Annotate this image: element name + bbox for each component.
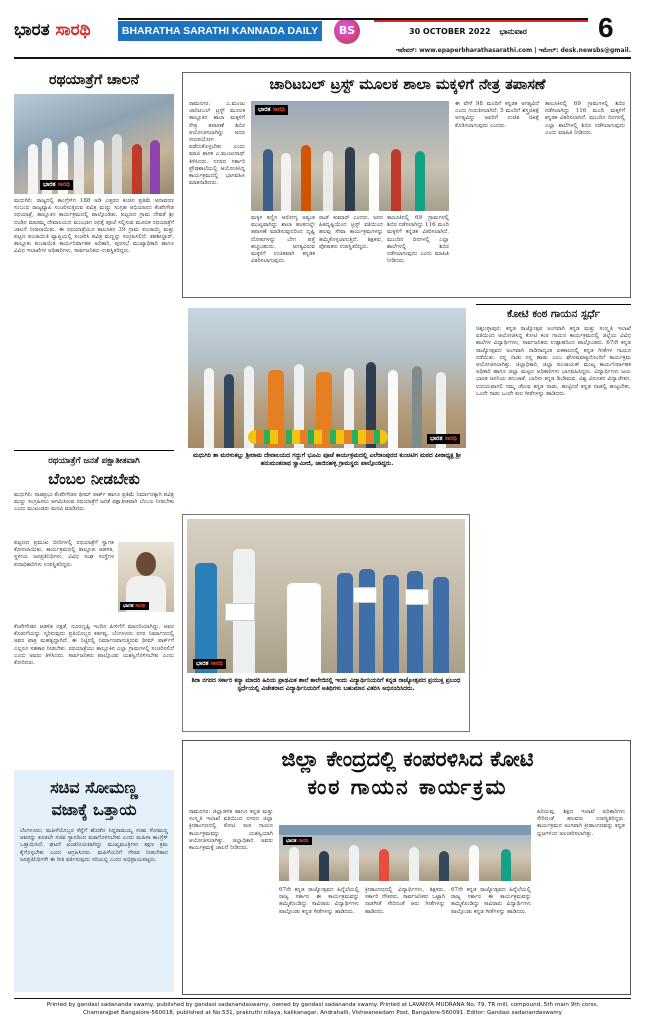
figure (263, 149, 273, 211)
watermark-a: ಭಾರತ (196, 660, 209, 667)
figure (337, 573, 353, 673)
figure (28, 144, 38, 194)
footer (14, 998, 631, 1020)
body-ratha: ಮಧುಗಿರಿ: ರಾಜ್ಯದಲ್ಲಿ ಕಾಂಗ್ರೆಸ್‌ನ 188 ಅಡಿ ಎತ್ತರದ ಕಂಚಿನ ಪ್ರತಿಮೆ ಅನಾವರಣ ಸಂಬಂಧ ರಾಜ್ಯವ್ಯಾಪಿ ಸಂಚರಿಸುತ್ತಿರುವ ಪವಿತ್ರ ಮಣ್ಣು ಸಂಗ್ರಹ ಅಭಿಯಾನದ ಕೆಂಪೇಗೌಡ ರಥಯಾತ್ರೆ, ತಾಲ್ಲೂಕಿನ ಕಾರ್ಯಕ್ರಮದಲ್ಲಿ ಪಾಲ್ಗೊಂಡಿತು. ಪಟ್ಟಣದ ಗ್ರಾಮ ದೇವತೆ ಶ್ರೀ ದಂಡಿನ ಮಾರಮ್ಮ ದೇವಾಲಯದ ಮುಂಭಾಗ ರಥಕ್ಕೆ ಪೂಜೆ ಸಲ್ಲಿಸುವ ಮೂಲಕ ರಥಯಾತ್ರೆಗೆ ಚಾಲನೆ ನೀಡಲಾಯಿತು. ಈ ರಥಯಾತ್ರೆಯೂ ತಾಲೂಕಿನ 39 ಗ್ರಾಮ ಪಂಚಾಯ್ತಿ ಮತ್ತು ಪಟ್ಟಣ ಪಂಚಾಯಿತಿ ವ್ಯಾಪ್ತಿಯಲ್ಲಿ ಸಂಚರಿಸಿ ಪವಿತ್ರ ಮಣ್ಣನ್ನು ಸಂಗ್ರಹಿಸಲಿದೆ. ತಹಶೀಲ್ದಾರ್, ತಾಲ್ಲೂಕು ಪಂಚಾಯಿತಿ ಕಾರ್ಯನಿರ್ವಾಹಕ ಅಧಿಕಾರಿ, ಪುರಸಭೆ ಮುಖ್ಯಾಧಿಕಾರಿ ಹಾಗೂ ವಿವಿಧ ಇಲಾಖೆಗಳ ಅಧಿಕಾರಿಗಳು, ಸಾರ್ವಜನಿಕರು ಉಪಸ್ಥಿತರಿದ್ದರು. (14, 198, 174, 255)
portrait-photo (118, 542, 174, 612)
figure (379, 849, 389, 881)
figure (349, 845, 359, 881)
body-district-3b: 67ನೇ ಕನ್ನಡ ರಾಜ್ಯೋತ್ಸವದ ಹಿನ್ನೆಲೆಯಲ್ಲಿ ರಾಜ್ಯ ಸರ್ಕಾರ ಈ ಕಾರ್ಯಕ್ರಮವನ್ನು ಹಮ್ಮಿಕೊಂಡಿದ್ದು ಸಾವಿರಾರು ವಿದ್ಯಾರ್ಥಿಗಳು ಪಾಲ್ಗೊಂಡು ಕನ್ನಡ ಗೀತೆಗಳನ್ನು ಹಾಡಿದರು. (451, 887, 531, 915)
web-line: ಇಪೇಪರ್: www.epaperbharathasarathi.com | ಇಮೇಲ್: desk.newsbs@gmail. (395, 47, 631, 54)
watermark-b: ಸಾರಥಿ (210, 660, 224, 667)
photo-eye (251, 101, 449, 211)
watermark-a: ಭಾರತ (258, 106, 271, 113)
figure (383, 575, 399, 673)
article-bembala (14, 450, 174, 760)
figure (409, 847, 419, 881)
flower-offerings (248, 430, 388, 444)
certificate (405, 589, 429, 605)
watermark (193, 659, 226, 669)
figure (439, 851, 449, 881)
photo-students (187, 519, 465, 673)
body-koti: ಚಿಕ್ಕಬಳ್ಳಾಪುರ: ಕನ್ನಡ ರಾಜ್ಯೋತ್ಸವ ಅಂಗವಾಗಿ ಕನ್ನಡ ಮತ್ತು ಸಂಸ್ಕೃತಿ ಇಲಾಖೆ ವತಿಯಿಂದ ಆಯೋಜಿಸಿದ್ದ ಕೋಟಿ ಕಂಠ ಗಾಯನ ಕಾರ್ಯಕ್ರಮದಲ್ಲಿ ಜಿಲ್ಲೆಯ ವಿವಿಧ ಶಾಲೆಗಳ ವಿದ್ಯಾರ್ಥಿಗಳು, ಸಾರ್ವಜನಿಕರು ಉತ್ಸಾಹದಿಂದ ಪಾಲ್ಗೊಂಡರು. 67ನೇ ಕನ್ನಡ ರಾಜ್ಯೋತ್ಸವದ ಅಂಗವಾಗಿ ನಾಡಿನಾದ್ಯಂತ ಏಕಕಾಲದಲ್ಲಿ ಕನ್ನಡ ಗೀತೆಗಳ ಗಾಯನ ನಡೆಯಿತು. ನನ್ನ ನಾಡು ನನ್ನ ಹಾಡು ಎಂಬ ಘೋಷವಾಕ್ಯದೊಂದಿಗೆ ಕಾರ್ಯಕ್ರಮ ಆಯೋಜಿಸಲಾಗಿತ್ತು. ಜಿಲ್ಲಾಧಿಕಾರಿ, ಜಿಲ್ಲಾ ಪಂಚಾಯತ್ ಮುಖ್ಯ ಕಾರ್ಯನಿರ್ವಾಹಕ ಅಧಿಕಾರಿ ಹಾಗೂ ಜಿಲ್ಲಾ ಮಟ್ಟದ ಅಧಿಕಾರಿಗಳು ಭಾಗವಹಿಸಿದ್ದರು. ವಿದ್ಯಾರ್ಥಿಗಳು ಜಯ ಭಾರತ ಜನನಿಯ ತನುಜಾತೆ, ಬಾರಿಸು ಕನ್ನಡ ಡಿಂಡಿಮವ, ವಿಶ್ವ ವಿನೂತನ ವಿದ್ಯಾಚೇತನ, ಉದಯವಾಗಲಿ ನಮ್ಮ ಚೆಲುವ ಕನ್ನಡ ನಾಡು, ಹುಟ್ಟಿದರೆ ಕನ್ನಡ ನಾಡಲ್ಲಿ ಹುಟ್ಟಬೇಕು, ಒಂದೇ ನಾಡು ಒಂದೇ ಕುಲ ಗೀತೆಗಳನ್ನು ಹಾಡಿದರು. (476, 326, 631, 397)
headline-somanna-2: ವಜಾಕ್ಕೆ ಒತ್ತಾಯ (51, 800, 137, 819)
figure (195, 563, 217, 673)
figure (415, 151, 425, 211)
masthead-red-rule (374, 20, 588, 22)
figure (301, 145, 311, 211)
body-district-4: ಹಿರಿಯಪ್ಪ, ಶಿಕ್ಷಣ ಇಲಾಖೆ ಅಧಿಕಾರಿಗಳು ಸೇರಿದಂತೆ ಹಲವರು ಉಪಸ್ಥಿತರಿದ್ದರು. ಕಾರ್ಯಕ್ರಮದ ಅಂಗವಾಗಿ ಕ್ರೀಡಾಂಗಣವನ್ನು ಕನ್ನಡ ಧ್ವಜಗಳಿಂದ ಅಲಂಕರಿಸಲಾಗಿತ್ತು. (537, 809, 625, 837)
logo-part-1: ಭಾರತ (14, 20, 50, 40)
watermark (40, 180, 73, 190)
watermark (427, 434, 460, 444)
certificate (225, 603, 255, 621)
photo-feature-students (182, 514, 470, 732)
figure (501, 849, 511, 881)
body-district-3: ಕ್ರೀಡಾಂಗಣದಲ್ಲಿ ವಿದ್ಯಾರ್ಥಿಗಳು, ಶಿಕ್ಷಕರು, ಸರ್ಕಾರಿ ನೌಕರರು, ಸಾರ್ವಜನಿಕರು ಒಟ್ಟಾಗಿ ನಾಡಗೀತೆ ಸೇರಿದಂತೆ ಆರು ಗೀತೆಗಳನ್ನು ಹಾಡಿದರು. (365, 887, 445, 915)
body-district-1: ರಾಮನಗರ: ಜಿಲ್ಲಾಡಳಿತ ಹಾಗೂ ಕನ್ನಡ ಮತ್ತು ಸಂಸ್ಕೃತಿ ಇಲಾಖೆ ವತಿಯಿಂದ ನಗರದ ಜಿಲ್ಲಾ ಕ್ರೀಡಾಂಗಣದಲ್ಲಿ ಕೋಟಿ ಕಂಠ ಗಾಯನ ಕಾರ್ಯಕ್ರಮವನ್ನು ಯಶಸ್ವಿಯಾಗಿ ಆಯೋಜಿಸಲಾಗಿತ್ತು. ಜಿಲ್ಲಾಧಿಕಾರಿ ಅವರು ಕಾರ್ಯಕ್ರಮಕ್ಕೆ ಚಾಲನೆ ನೀಡಿದರು. (189, 809, 273, 852)
headline-district-1: ಜಿಲ್ಲಾ ಕೇಂದ್ರದಲ್ಲಿ ಕಂಪರಳಿಸಿದ ಕೋಟಿ (281, 747, 534, 771)
photo-worship (188, 308, 466, 448)
figure (407, 571, 423, 673)
article-district (182, 740, 631, 995)
headline-ratha: ರಥಯಾತ್ರೆಗೆ ಚಾಲನೆ (49, 72, 139, 88)
body-eye-3: ರಾಜ್ ಕುಮಾರ್ ಎಂದರು. ಜನರ ಹಿತದೃಷ್ಟಿಯಿಂದ ಟ್ರಸ್ಟ್ ವತಿಯಿಂದ ಹಲವು ಸೇವಾ ಕಾರ್ಯಕ್ರಮಗಳನ್ನು ಹಮ್ಮಿಕೊಳ್ಳಲಾಗುತ್ತಿದೆ. ಶಿಕ್ಷಕರು, ಪೋಷಕರು ಉಪಸ್ಥಿತರಿದ್ದರು. (319, 215, 383, 250)
body-bembala-2: ಪಟ್ಟಣದ ಪ್ರಮುಖ ಬೀದಿಗಳಲ್ಲಿ ರಥಯಾತ್ರೆಗೆ ಸ್ವಾಗತ ಕೋರಲಾಯಿತು. ಕಾರ್ಯಕ್ರಮದಲ್ಲಿ ತಾಲ್ಲೂಕು ಆಡಳಿತ, ಸ್ಥಳೀಯ ಜನಪ್ರತಿನಿಧಿಗಳು, ವಿವಿಧ ಸಂಘ ಸಂಸ್ಥೆಗಳ ಪದಾಧಿಕಾರಿಗಳು ಉಪಸ್ಥಿತರಿದ್ದರು. (14, 540, 114, 568)
footer-line-1: Printed by gandasi sadananda swamy, published by gandasi sadanandaswamy, owned by gandasi sadananda swamy. Printed at LAVANYA MUDRANA No. 79, TR mill, compound, 5th main 9th corss, (46, 1002, 599, 1008)
article-koti (476, 304, 631, 744)
logo-part-2: ಸಾರಥಿ (55, 20, 91, 40)
figure (369, 153, 379, 211)
figure (289, 847, 299, 881)
headline-koti: ಕೋಟಿ ಕಂಠ ಗಾಯನ ಸ್ಪರ್ಧೆ (506, 308, 601, 320)
photo-ratha (14, 94, 174, 194)
photo-district (279, 825, 531, 881)
article-somanna (14, 770, 174, 992)
watermark-b: ಸಾರಥಿ (272, 106, 286, 113)
article-ratha (14, 72, 174, 444)
figure (388, 370, 398, 448)
watermark-a: ಭಾರತ (429, 435, 443, 442)
headline-eye: ಚಾರಿಟಬಲ್ ಟ್ರಸ್ಟ್ ಮೂಲಕ ಶಾಲಾ ಮಕ್ಕಳಿಗೆ ನೇತ್ರ ತಪಾಸಣೆ (269, 77, 546, 93)
masthead (14, 12, 631, 64)
figure (469, 845, 479, 881)
figure (112, 134, 122, 194)
watermark-b: ಸಾರಥಿ (135, 603, 146, 609)
portrait-head (136, 552, 156, 576)
figure (287, 583, 321, 673)
figure (224, 374, 234, 448)
article-eye (182, 72, 631, 298)
watermark-b: ಸಾರಥಿ (298, 838, 309, 844)
footer-line-2: Chamarajpet Bangalore-560018, published at No.531, prakruthi nilaya, kalikanagar, Andrahalli, Vishwaneedam Post, Bangalore-560091. Editor: Gandasi sadanandaswamy (83, 1010, 562, 1016)
watermark-b: ಸಾರಥಿ (57, 181, 71, 188)
body-eye-6: ತಾಲೂಕಿನಲ್ಲಿ 69 ಗ್ರಾಮಗಳಲ್ಲಿ ಶಿಬಿರ ನಡೆಸಲಾಗಿದ್ದು 116 ಮಂದಿ ಮಕ್ಕಳಿಗೆ ಕನ್ನಡಕ ವಿತರಿಸಲಾಗಿದೆ. ಮುಂದಿನ ದಿನಗಳಲ್ಲಿ ಎಲ್ಲಾ ಶಾಲೆಗಳಲ್ಲಿ ಶಿಬಿರ ನಡೆಸಲಾಗುವುದು ಎಂದು ಮಾಹಿತಿ ನೀಡಿದರು. (545, 101, 625, 136)
headline-district-2: ಕಂಠ ಗಾಯನ ಕಾರ್ಯಕ್ರಮ (307, 775, 508, 799)
body-bembala-3: ಕೆಂಪೇಗೌಡರ ಆಡಳಿತ ದಕ್ಷತೆ, ದೂರದೃಷ್ಟಿ ಇಂದಿನ ಪೀಳಿಗೆಗೆ ಮಾದರಿಯಾಗಿದ್ದು, ಅವರ ಕೊಡುಗೆಯನ್ನು ಸ್ಮರಿಸುವುದು ಪ್ರತಿಯೊಬ್ಬರ ಕರ್ತವ್ಯ. ಬೆಂಗಳೂರು ನಗರ ನಿರ್ಮಾಣದಲ್ಲಿ ಅವರ ಪಾತ್ರ ಮಹತ್ವದ್ದಾಗಿದೆ. ಈ ನಿಟ್ಟಿನಲ್ಲಿ ನಿರ್ಮಾಣವಾಗುತ್ತಿರುವ ಥೀಮ್ ಪಾರ್ಕ್‌ಗೆ ಎಲ್ಲರೂ ಸಹಕಾರ ನೀಡಬೇಕು. ರಥಯಾತ್ರೆಯು ತಾಲ್ಲೂಕಿನ ಎಲ್ಲಾ ಗ್ರಾಮಗಳಲ್ಲಿ ಸಂಚರಿಸಲಿದೆ ಎಂದು ಅವರು ತಿಳಿಸಿದರು. ಸಾರ್ವಜನಿಕರು ಪಾಲ್ಗೊಂಡು ಯಶಸ್ವಿಗೊಳಿಸಬೇಕು ಎಂದು ಕೋರಿದರು. (14, 624, 174, 667)
figure (433, 577, 449, 673)
stage-canopy (279, 825, 531, 835)
watermark-a: ಭಾರತ (286, 838, 297, 844)
headline-somanna-1: ಸಚಿವ ಸೋಮಣ್ಣ (50, 778, 138, 797)
caption-worship: ಮಧುಗಿರಿ ತಾ ಮರಳುಕಲ್ಲು ಶ್ರೀರಾಮ ದೇವಾಲಯದ ಗದ್ದುಗೆ ಭೂಮಿ ಪೂಜೆ ಕಾರ್ಯಕ್ರಮದಲ್ಲಿ ಎಲೆರಾಂಪುರದ ಕುಂಚಿಟಿಗ ಮಠದ ಪೀಠಾಧ್ಯಕ್ಷ ಶ್ರೀ ಹನುಮಂತನಾಥ ಸ್ವಾಮೀಜಿ, ಜಾಜಿನಹಳ್ಳಿ ಗ್ರಾಮಸ್ಥರು ಪಾಲ್ಗೊಂಡಿದ್ದರು. (193, 452, 461, 467)
watermark (255, 105, 288, 115)
figure (391, 149, 401, 211)
masthead-logo (14, 20, 91, 40)
masthead-date (409, 27, 527, 37)
body-eye-2: ಮಕ್ಕಳ ಕಣ್ಣಿನ ಆರೋಗ್ಯ ಅತ್ಯಂತ ಮುಖ್ಯವಾಗಿದ್ದು ಶಾಲಾ ಹಂತದಲ್ಲೇ ತಪಾಸಣೆ ಮಾಡಿಸುವುದರಿಂದ ದೃಷ್ಟಿ ದೋಷಗಳನ್ನು ಬೇಗ ಪತ್ತೆ ಹಚ್ಚಬಹುದು. ಅಗತ್ಯವಿರುವ ಮಕ್ಕಳಿಗೆ ಉಚಿತವಾಗಿ ಕನ್ನಡಕ ವಿತರಿಸಲಾಗುವುದು. (251, 215, 315, 265)
body-district-2: 67ನೇ ಕನ್ನಡ ರಾಜ್ಯೋತ್ಸವದ ಹಿನ್ನೆಲೆಯಲ್ಲಿ ರಾಜ್ಯ ಸರ್ಕಾರ ಈ ಕಾರ್ಯಕ್ರಮವನ್ನು ಹಮ್ಮಿಕೊಂಡಿದ್ದು ಸಾವಿರಾರು ವಿದ್ಯಾರ್ಥಿಗಳು ಪಾಲ್ಗೊಂಡು ಕನ್ನಡ ಗೀತೆಗಳನ್ನು ಹಾಡಿದರು. (279, 887, 359, 915)
body-somanna: ಬೆಂಗಳೂರು: ಮಹಿಳೆಯೊಬ್ಬರ ಕೆನ್ನೆಗೆ ಹೊಡೆದ ಸಿದ್ದರಾಮಯ್ಯ ಸಚಿವ ಸೋಮಣ್ಣ ಅವರನ್ನು ಕೂಡಲೇ ಸಚಿವ ಸ್ಥಾನದಿಂದ ವಜಾಗೊಳಿಸಬೇಕು ಎಂದು ಮಹಿಳಾ ಕಾಂಗ್ರೆಸ್ ಒತ್ತಾಯಿಸಿದೆ. ಘಟನೆ ಖಂಡನೀಯವಾಗಿದ್ದು ಮುಖ್ಯಮಂತ್ರಿಗಳು ತಕ್ಷಣ ಕ್ರಮ ಕೈಗೊಳ್ಳಬೇಕು ಎಂದು ಆಗ್ರಹಿಸಿದರು. ಮಹಿಳೆಯರಿಗೆ ಗೌರವ ನೀಡಬೇಕಾದ ಜನಪ್ರತಿನಿಧಿಗಳೇ ಈ ರೀತಿ ವರ್ತಿಸುವುದು ಸರಿಯಲ್ಲ ಎಂದು ಅಭಿಪ್ರಾಯಪಟ್ಟರು. (20, 828, 168, 863)
figure (323, 151, 333, 211)
figure (345, 147, 355, 211)
masthead-banner: BHARATHA SARATHI KANNADA DAILY (118, 21, 322, 41)
divider (476, 304, 631, 305)
photo-feature-worship (182, 304, 470, 504)
figure (150, 140, 160, 194)
day-text: ಭಾನುವಾರ (499, 27, 527, 36)
body-eye-4: ತಾಲೂಕಿನಲ್ಲಿ 69 ಗ್ರಾಮಗಳಲ್ಲಿ ಶಿಬಿರ ನಡೆಸಲಾಗಿದ್ದು 116 ಮಂದಿ ಮಕ್ಕಳಿಗೆ ಕನ್ನಡಕ ವಿತರಿಸಲಾಗಿದೆ. ಮುಂದಿನ ದಿನಗಳಲ್ಲಿ ಎಲ್ಲಾ ಶಾಲೆಗಳಲ್ಲಿ ಶಿಬಿರ ನಡೆಸಲಾಗುವುದು ಎಂದು ಮಾಹಿತಿ ನೀಡಿದರು. (387, 215, 449, 265)
headline-bembala-1: ರಥಯಾತ್ರೆಗೆ ಜನತೆ ಪಕ್ಷಾತೀತವಾಗಿ (48, 456, 140, 466)
masthead-bottom-rule (14, 57, 631, 59)
body-eye-1: ರಾಮನಗರ: ಎ.ಮಂಜು ಚಾರಿಟಬಲ್ ಟ್ರಸ್ಟ್ ಮೂಲಕ ತಾಲ್ಲೂಕಿನ ಶಾಲಾ ಮಕ್ಕಳಿಗೆ ನೇತ್ರ ತಪಾಸಣೆ ಶಿಬಿರ ಆಯೋಜಿಸಲಾಗಿದ್ದು ಅದರ ಸದುಪಯೋಗ ಪಡೆದುಕೊಳ್ಳಬೇಕು ಎಂದು ಮಾಜಿ ಶಾಸಕ ಎ.ಮಂಜುನಾಥ್ ತಿಳಿಸಿದರು. ನಗರದ ಸರ್ಕಾರಿ ಪ್ರೌಢಶಾಲೆಯಲ್ಲಿ ಆಯೋಜಿಸಿದ್ದ ಕಾರ್ಯಕ್ರಮದಲ್ಲಿ ಭಾಗವಹಿಸಿ ಮಾತನಾಡಿದರು. (189, 101, 245, 187)
watermark (120, 602, 149, 610)
figure (204, 368, 214, 448)
date-text: 30 OCTOBER 2022 (409, 27, 491, 36)
figure (319, 851, 329, 881)
caption-students: ಶಿರಾ ನಗರದ ಸರ್ಕಾರಿ ಕನ್ಯಾ ಮಾದರಿ ಹಿರಿಯ ಪ್ರಾಥಮಿಕ ಶಾಲೆ ಕಾಲೇಜಿನಲ್ಲಿ ಇಂದು ವಿದ್ಯಾರ್ಥಿನಿಯರಿಗೆ ಕನ್ನಡ ರಾಜ್ಯೋತ್ಸವದ ಪ್ರಯುಕ್ತ ಪ್ರಬಂಧ ಸ್ಪರ್ಧೆಯಲ್ಲಿ ವಿಜೇತರಾದ ವಿದ್ಯಾರ್ಥಿನಿಯರಿಗೆ ಅತಿಥಿಗಳು ಬಹುಮಾನ ವಿತರಿಸಿ ಅಭಿನಂದಿಸಿದರು. (191, 677, 461, 692)
watermark-a: ಭಾರತ (43, 181, 56, 188)
page-number: 6 (598, 12, 614, 43)
body-eye-5: ಈ ವೇಳೆ 98 ಮಂದಿಗೆ ಕನ್ನಡಕ ಅಗತ್ಯವಿದೆ ಎಂದು ಗುರುತಿಸಲಾಗಿದೆ. 5 ಮಂದಿಗೆ ಶಸ್ತ್ರಚಿಕಿತ್ಸೆ ಅಗತ್ಯವಿದ್ದು ಅವರಿಗೆ ಉಚಿತ ಚಿಕಿತ್ಸೆ ಕೊಡಿಸಲಾಗುವುದು ಎಂದರು. (455, 101, 539, 129)
certificate (353, 587, 377, 603)
figure (359, 569, 375, 673)
watermark-b: ಸಾರಥಿ (444, 435, 457, 442)
body-bembala-1: ಮಧುಗಿರಿ: ನಾಡಪ್ರಭು ಕೆಂಪೇಗೌಡರ ಥೀಮ್ ಪಾರ್ಕ್ ಹಾಗೂ ಪ್ರತಿಮೆ ನಿರ್ಮಾಣಕ್ಕಾಗಿ ಪವಿತ್ರ ಮಣ್ಣು ಸಂಗ್ರಹಿಸಲು ಆಗಮಿಸಿರುವ ರಥಯಾತ್ರೆಗೆ ಜನತೆ ಪಕ್ಷಾತೀತವಾಗಿ ಬೆಂಬಲ ನೀಡಬೇಕು ಎಂದು ಮುಖಂಡರು ಮನವಿ ಮಾಡಿದರು. (14, 492, 174, 513)
bs-logo: BS (334, 18, 360, 44)
figure (412, 366, 422, 448)
watermark (283, 837, 312, 845)
figure (132, 144, 142, 194)
figure (74, 136, 84, 194)
headline-bembala-2: ಬೆಂಬಲ ನೀಡಬೇಕು (48, 470, 140, 488)
figure (281, 153, 291, 211)
divider (14, 450, 174, 451)
watermark-a: ಭಾರತ (123, 603, 134, 609)
figure (94, 140, 104, 194)
